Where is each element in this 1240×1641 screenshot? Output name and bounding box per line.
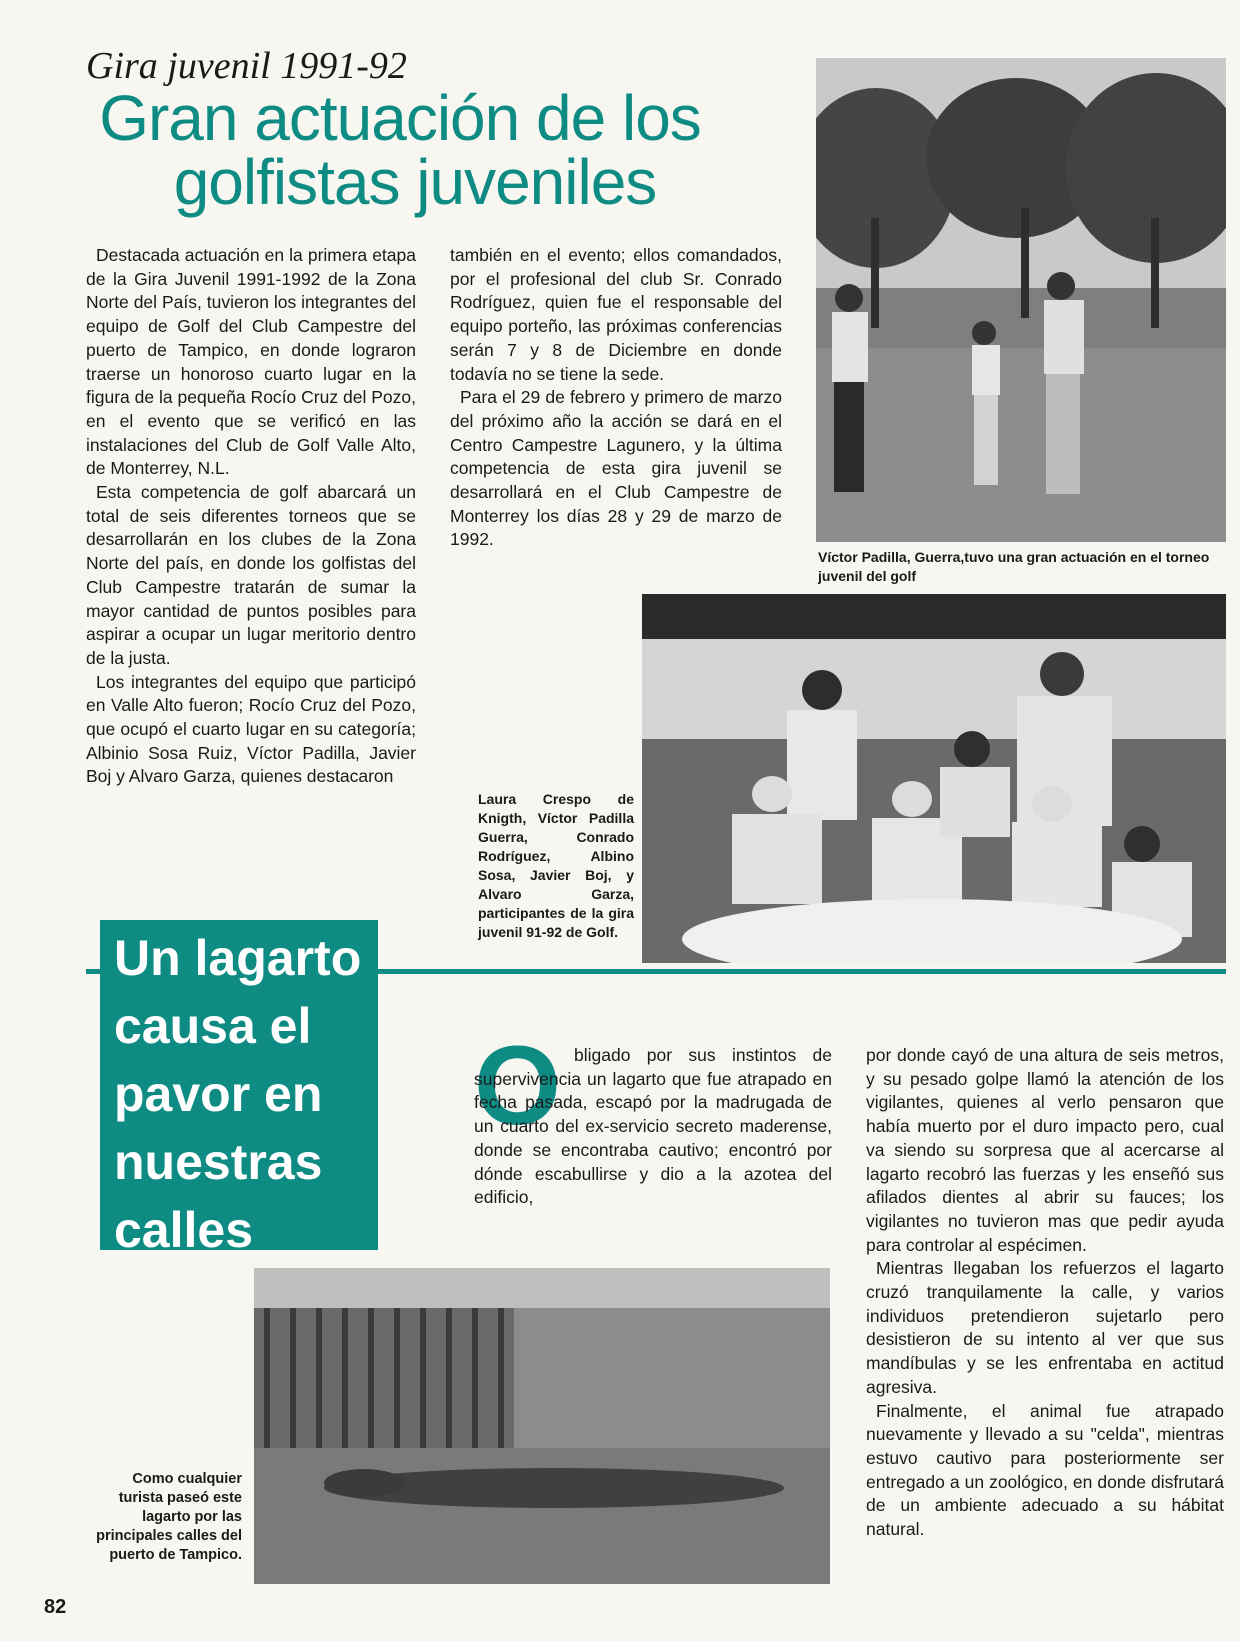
- lizard-photo-image: [254, 1268, 830, 1584]
- golfers-photo-image: [816, 58, 1226, 542]
- paragraph: Mientras llegaban los refuerzos el lagarto cruzó tranquilamente la calle, y varios individuos pretendieron sujetarlo pero desistieron de su intento al ver que sus mandíbulas y se les enfrentaba en actitud agresiva.: [866, 1258, 1224, 1397]
- title-line: causa el: [114, 998, 312, 1054]
- team-photo: [642, 594, 1226, 963]
- article2-column-1: [474, 1044, 832, 1210]
- title-line: pavor en: [114, 1066, 323, 1122]
- golfers-photo: [816, 58, 1226, 542]
- article2-column-2: [866, 1044, 1224, 1542]
- headline-line-2: golfistas juveniles: [173, 146, 657, 218]
- dropcap: O: [474, 1023, 562, 1148]
- paragraph: también en el evento; ellos comandados, por el profesional del club Sr. Conrado Rodríguez, quien fue el responsable del equipo porteño, las próximas conferencias serán 7 y 8 de Diciembre en donde todavía no se tiene la sede.: [450, 245, 782, 384]
- team-photo-image: [642, 594, 1226, 963]
- team-photo-caption: Laura Crespo de Knigth, Víctor Padilla Guerra, Conrado Rodríguez, Albino Sosa, Javier Boj, y Alvaro Garza, participantes de la gira juvenil 91-92 de Golf.: [478, 791, 634, 940]
- paragraph: Para el 29 de febrero y primero de marzo del próximo año la acción se dará en el Centro Campestre Lagunero, y la última competencia de esta gira juvenil se desarrollará en el Club Campestre de Monterrey los días 28 y 29 de marzo de 1992.: [450, 387, 782, 550]
- article2-title-box: [100, 920, 378, 1258]
- title-line: Un lagarto: [114, 930, 362, 986]
- paragraph: Destacada actuación en la primera etapa de la Gira Juvenil 1991-1992 de la Zona Norte del País, tuvieron los integrantes del equipo de Golf del Club Campestre del puerto de Tampico, en donde lograron traerse un honoroso cuarto lugar en la figura de la pequeña Rocío Cruz del Pozo, en el evento que se verificó en las instalaciones del Club de Golf Valle Alto, de Monterrey, N.L.: [86, 245, 416, 479]
- lizard-photo: [254, 1268, 830, 1584]
- golfers-photo-caption: Víctor Padilla, Guerra,tuvo una gran actuación en el torneo juvenil del golf: [818, 549, 1210, 584]
- headline-line-1: Gran actuación de los: [99, 82, 701, 154]
- page-number: 82: [44, 1596, 67, 1618]
- paragraph: por donde cayó de una altura de seis metros, y su pesado golpe llamó la atención de los vigilantes, quienes al verlo pensaron que había muerto por el duro impacto pero, cual va siendo su sorpresa que al acercarse al lagarto recobró las fuerzas y les enseñó sus afilados dientes al abrir su fauces; los vigilantes no tuvieron mas que pedir ayuda para controlar al espécimen.: [866, 1045, 1224, 1255]
- article-headline: [80, 82, 720, 218]
- paragraph: bligado por sus instintos de supervivencia un lagarto que fue atrapado en fecha pasada, escapó por la madrugada de un cuarto del ex-servicio secreto maderense, donde se encontraba cautivo; encontró por dónde escabullirse y dio a la azotea del edificio,: [474, 1045, 832, 1208]
- paragraph: Los integrantes del equipo que participó en Valle Alto fueron; Rocío Cruz del Pozo, que ocupó el cuarto lugar en su categoría; Albinio Sosa Ruiz, Víctor Padilla, Javier Boj y Alvaro Garza, quienes destacaron: [86, 671, 416, 787]
- article-kicker: Gira juvenil 1991-92: [86, 45, 407, 87]
- title-line: nuestras: [114, 1134, 323, 1190]
- title-line: calles: [114, 1202, 254, 1258]
- article2-title: [100, 920, 378, 1264]
- article1-column-1: [86, 244, 416, 789]
- paragraph: Esta competencia de golf abarcará un total de seis diferentes torneos que se desarrollarán en los clubes de la Zona Norte del país, en donde los golfistas del Club Campestre tratarán de sumar la mayor cantidad de puntos posibles para aspirar a ocupar un lugar meritorio dentro de la justa.: [86, 482, 416, 668]
- article1-column-2: [450, 244, 782, 552]
- lizard-photo-caption: Como cualquier turista paseó este lagarto por las principales calles del puerto de Tampico.: [96, 1471, 242, 1563]
- paragraph: Finalmente, el animal fue atrapado nuevamente y llevado a su "celda", mientras estuvo cautivo para posteriormente ser entregado a un zoológico, en donde disfrutará de un ambiente adecuado a su hábitat natural.: [866, 1400, 1224, 1540]
